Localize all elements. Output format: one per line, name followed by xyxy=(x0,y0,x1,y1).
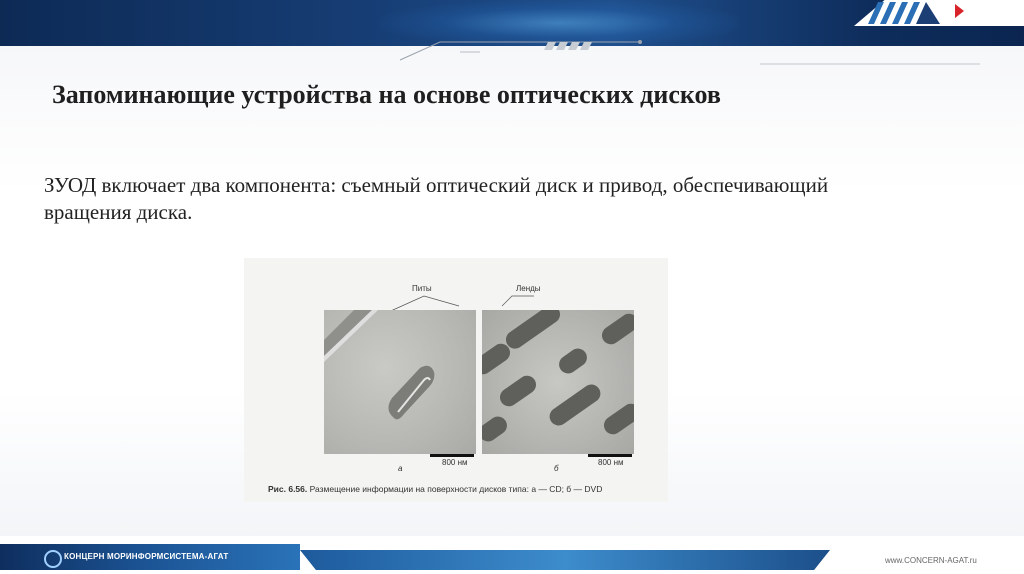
circuit-lines-decoration xyxy=(0,40,1024,70)
slide-body-text: ЗУОД включает два компонента: съемный оптический диск и привод, обеспечивающий вращения диска. xyxy=(44,173,829,224)
caption-text: Размещение информации на поверхности дисков типа: а — CD; б — DVD xyxy=(309,484,603,494)
dvd-surface-image xyxy=(482,310,634,454)
sublabel-b: б xyxy=(554,464,559,473)
website-url[interactable]: www.CONCERN-AGAT.ru xyxy=(885,556,977,565)
figure-caption xyxy=(268,484,602,494)
footer xyxy=(0,536,1024,574)
cd-pits-illustration xyxy=(324,310,476,454)
label-lands: Ленды xyxy=(516,284,541,293)
dvd-pits-illustration xyxy=(482,310,634,454)
scale-label-b: 800 нм xyxy=(598,458,624,467)
company-name: КОНЦЕРН МОРИНФОРМСИСТЕМА-АГАТ xyxy=(64,552,229,561)
cd-surface-image xyxy=(324,310,476,454)
scale-bar-b xyxy=(588,454,632,457)
footer-bar-middle xyxy=(300,550,830,570)
company-logo-icon xyxy=(44,550,62,568)
scale-label-a: 800 нм xyxy=(442,458,468,467)
page-title: Запоминающие устройства на основе оптических дисков xyxy=(52,80,721,109)
stripes-decoration-icon xyxy=(860,2,940,24)
caption-number: Рис. 6.56. xyxy=(268,484,308,494)
label-pits: Питы xyxy=(412,284,432,293)
scale-bar-a xyxy=(430,454,474,457)
sublabel-a: а xyxy=(398,464,403,473)
red-arrow-icon xyxy=(955,4,964,18)
disc-surface-figure xyxy=(244,258,668,502)
